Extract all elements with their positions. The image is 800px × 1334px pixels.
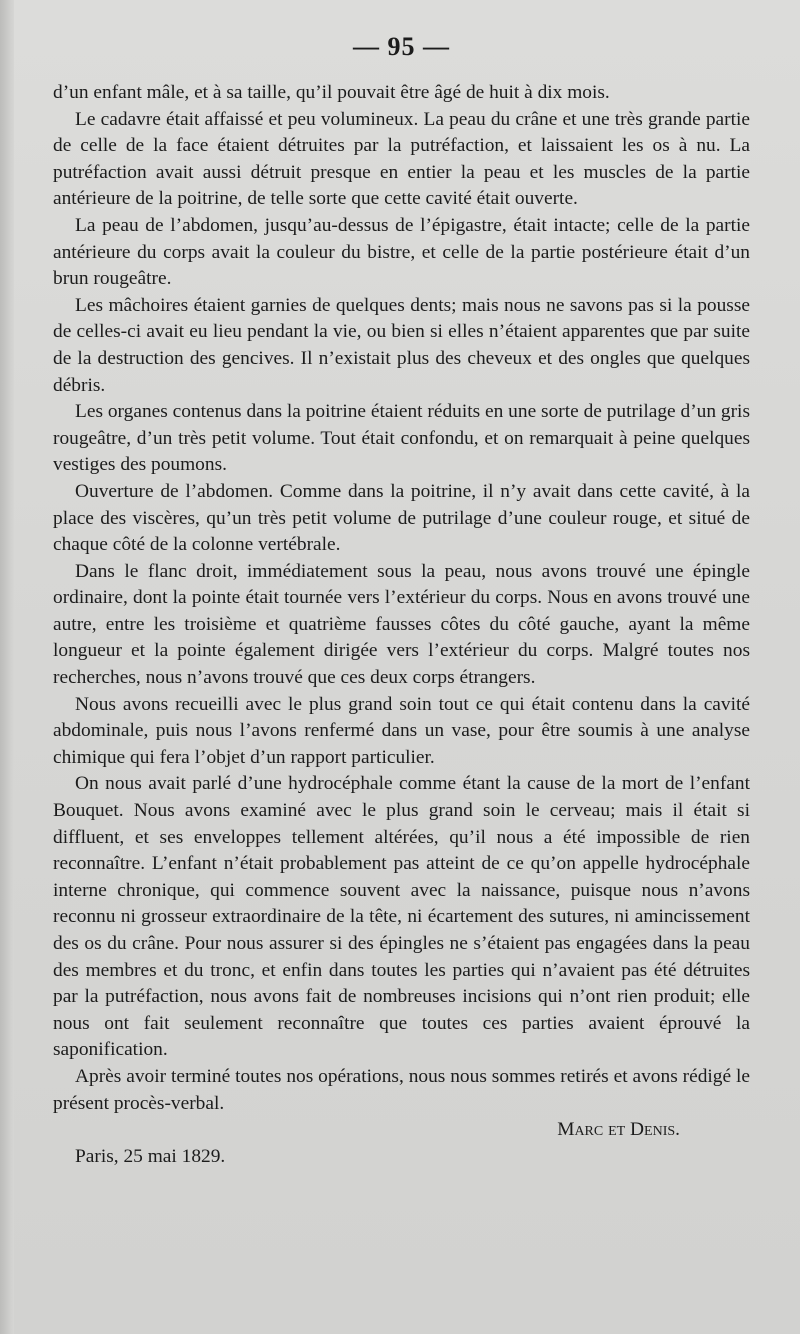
date-line: Paris, 25 mai 1829. xyxy=(75,1145,226,1167)
paragraph-9: On nous avait parlé d’une hydrocéphale comme étant la cause de la mort de l’enfant Bouquet. Nous avons examiné avec le plus grand soin le cerveau; mais il était si diffluent, et ses enveloppes tellement altérées, qu’il nous a été impossible de rien reconnaître. L’enfant n’était probablement pas atteint de ce qu’on appelle hydrocéphale interne chronique, qui commence souvent avec la naissance, puisque nous n’avons reconnu ni grosseur extraordinaire de la tête, ni écartement des sutures, ni amincissement des os du crâne. Pour nous assurer si des épingles ne s’étaient pas engagées dans la peau des membres et du tronc, et enfin dans toutes les parties qui n’avaient pas été détruites par la putréfaction, nous avons fait de nombreuses incisions qui n’ont rien produit; elle nous ont fait seulement reconnaître que toutes ces parties avaient éprouvé la saponification. xyxy=(53,773,750,1061)
paragraph-5: Les organes contenus dans la poitrine étaient réduits en une sorte de putrilage d’un gris rougeâtre, d’un très petit volume. Tout était confondu, et on remarquait à peine quelques vestiges des poumons. xyxy=(53,401,750,476)
body-text xyxy=(53,80,750,1170)
paragraph-7: Dans le flanc droit, immédiatement sous la peau, nous avons trouvé une épingle ordinaire, dont la pointe était tournée vers l’extérieur du corps. Nous en avons trouvé une autre, entre les troisième et quatrième fausses côtes du côté gauche, ayant la même longueur et la pointe également dirigée vers l’extérieur du corps. Malgré toutes nos recherches, nous n’avons trouvé que ces deux corps étrangers. xyxy=(53,560,750,689)
signature: Marc et Denis. xyxy=(557,1119,680,1141)
page-edge-shadow xyxy=(0,0,14,1334)
paragraph-4: Les mâchoires étaient garnies de quelques dents; mais nous ne savons pas si la pousse de celles-ci avait eu lieu pendant la vie, ou bien si elles n’étaient apparentes que par suite de la destruction des gencives. Il n’existait plus des cheveux et des ongles que quelques débris. xyxy=(53,294,750,396)
paragraph-2: Le cadavre était affaissé et peu volumineux. La peau du crâne et une très grande partie de celle de la face étaient détruites par la putréfaction, et laissaient les os à nu. La putréfaction avait aussi détruit presque en entier la peau et les muscles de la partie antérieure de la poitrine, de telle sorte que cette cavité était ouverte. xyxy=(53,108,750,210)
paragraph-10: Après avoir terminé toutes nos opérations, nous nous sommes retirés et avons rédigé le présent procès-verbal. xyxy=(53,1065,750,1114)
paragraph-3: La peau de l’abdomen, jusqu’au-dessus de l’épigastre, était intacte; celle de la partie antérieure du corps avait la couleur du bistre, et celle de la partie postérieure était d’un brun rougeâtre. xyxy=(53,214,750,290)
paragraph-8: Nous avons recueilli avec le plus grand soin tout ce qui était contenu dans la cavité abdominale, puis nous l’avons renfermé dans un vase, pour être soumis à une analyse chimique qui fera l’objet d’un rapport particulier. xyxy=(53,693,750,768)
paragraph-1: d’un enfant mâle, et à sa taille, qu’il pouvait être âgé de huit à dix mois. xyxy=(53,82,610,103)
paragraph-6: Ouverture de l’abdomen. Comme dans la poitrine, il n’y avait dans cette cavité, à la place des viscères, qu’un très petit volume de putrilage d’une couleur rouge, et situé de chaque côté de la colonne vertébrale. xyxy=(53,480,750,556)
signature-line xyxy=(53,1117,750,1144)
page-number: — 95 — xyxy=(353,32,450,61)
